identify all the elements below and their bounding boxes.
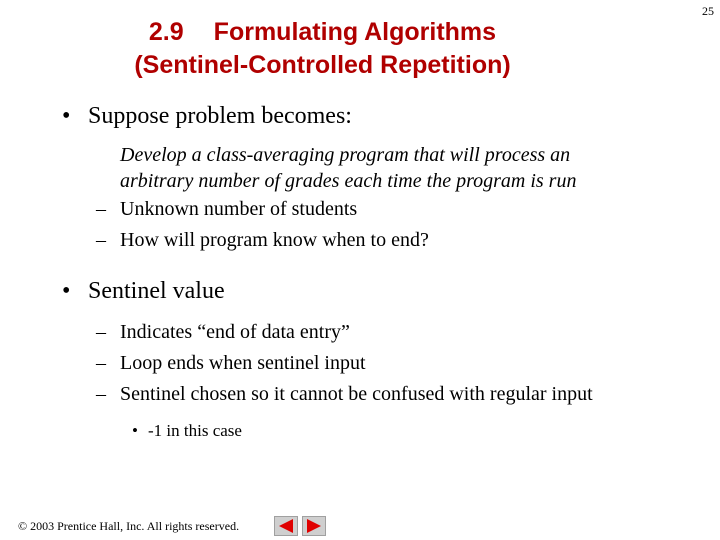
- sub-bullet-loop-ends: [0, 348, 720, 379]
- dash-mark: –: [96, 198, 106, 220]
- sub-bullet-text: Sentinel chosen so it cannot be confused with regular input: [120, 383, 593, 405]
- title-line-1: [0, 16, 720, 49]
- bullet-text: Sentinel value: [88, 278, 225, 304]
- previous-slide-button[interactable]: [274, 516, 298, 536]
- dash-mark: –: [96, 383, 106, 405]
- subsub-bullet-text: -1 in this case: [148, 421, 242, 440]
- dash-mark: –: [96, 352, 106, 374]
- problem-description-line-2: arbitrary number of grades each time the program is run: [120, 170, 577, 192]
- slide-navigation: [274, 516, 326, 536]
- next-slide-button[interactable]: [302, 516, 326, 536]
- sub-bullet-end-of-data: [0, 317, 720, 348]
- problem-description-line-1: Develop a class-averaging program that will process an: [120, 144, 571, 166]
- sub-bullet-text: Loop ends when sentinel input: [120, 352, 366, 374]
- sub-bullet-sentinel-chosen: [0, 379, 720, 410]
- bullet-mark: •: [62, 103, 71, 129]
- sub-bullet-when-to-end: [0, 225, 720, 256]
- bullet-mark: •: [132, 421, 138, 440]
- bullet-text: Suppose problem becomes:: [88, 103, 352, 129]
- right-arrow-icon: [305, 519, 323, 533]
- copyright-footer: © 2003 Prentice Hall, Inc. All rights reserved.: [18, 519, 240, 533]
- problem-description: [0, 142, 720, 194]
- section-number: 2.9: [148, 18, 184, 46]
- slide-content: [0, 100, 720, 443]
- dash-mark: –: [96, 321, 106, 343]
- title-main: Formulating Algorithms: [213, 18, 497, 46]
- sub-bullet-text: Unknown number of students: [120, 198, 358, 220]
- sub-bullet-text: How will program know when to end?: [120, 229, 429, 251]
- sub-bullet-unknown-students: [0, 194, 720, 225]
- left-arrow-icon: [277, 519, 295, 533]
- bullet-mark: •: [62, 278, 71, 304]
- slide-title: [0, 16, 720, 82]
- bullet-suppose-problem: [0, 100, 720, 132]
- sub-bullet-text: Indicates “end of data entry”: [120, 321, 350, 343]
- dash-mark: –: [96, 229, 106, 251]
- slide-number: 25: [702, 4, 714, 18]
- bullet-sentinel-value: [0, 275, 720, 307]
- title-line-2: (Sentinel-Controlled Repetition): [134, 51, 511, 79]
- subsub-bullet-minus-one: [0, 419, 720, 443]
